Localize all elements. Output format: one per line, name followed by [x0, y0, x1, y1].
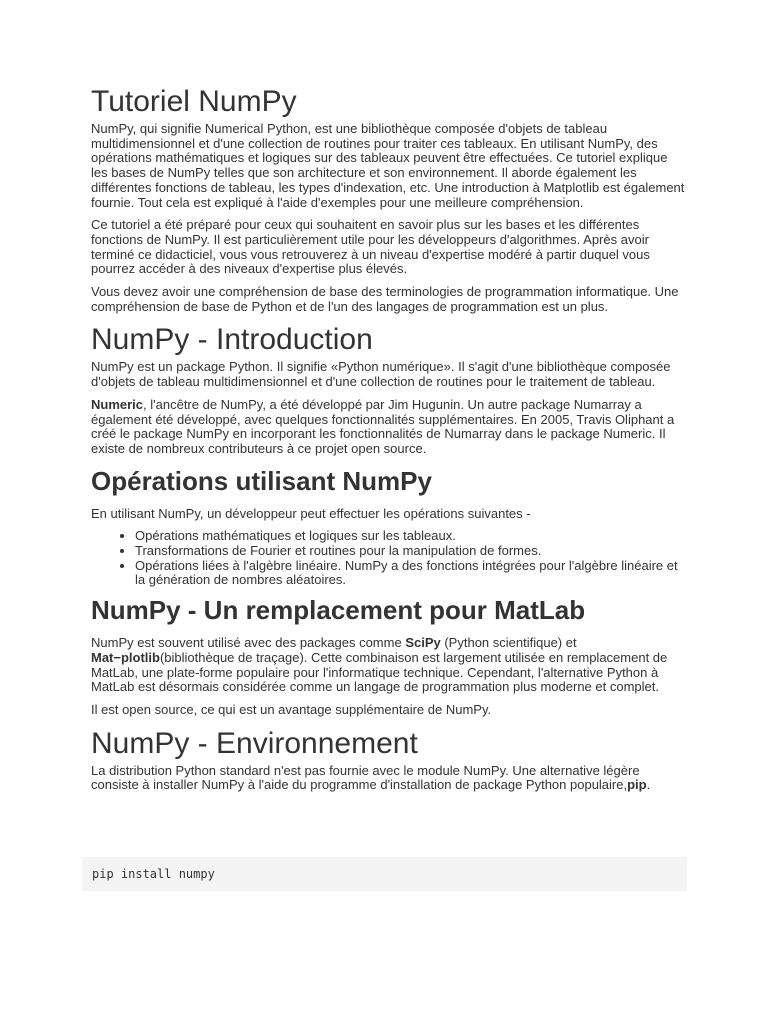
tutorial-paragraph-1: NumPy, qui signifie Numerical Python, est une bibliothèque composée d'objets de tableau multidimensionnel et d'une collection de routines pour traiter ces tableaux. En utilisant NumPy, des opérations mathématiques et logiques sur des tableaux peuvent être effectuées. Ce tutoriel explique les bases de NumPy telles que son architecture et son environnement. Il aborde également les différentes fonctions de tableau, les types d'indexation, etc. Une introduction à Matplotlib est également fournie. Tout cela est expliqué à l'aide d'exemples pour une meilleure compréhension.	[91, 121, 685, 210]
numeric-term: Numeric	[91, 396, 144, 412]
list-item: • Transformations de Fourier et routines pour la manipulation de formes.	[135, 544, 687, 559]
matlab-text-b: (Python scientifique) et	[440, 635, 577, 651]
environment-text: La distribution Python standard n'est pas fournie avec le module NumPy. Une alternative légère consiste à installer NumPy à l'aide du programme d'installation de package Python populaire,	[91, 762, 640, 793]
matlab-paragraph-1	[91, 636, 687, 695]
install-code-block	[82, 857, 687, 891]
introduction-paragraph-2-text: , l'ancêtre de NumPy, a été développé par Jim Hugunin. Un autre package Numarray a également été développé, avec quelques fonctionnalités supplémentaires. En 2005, Travis Oliphant a créé le package NumPy en incorporant les fonctionnalités de Numarray dans le package Numeric. Il existe de nombreux contributeurs à ce projet open source.	[91, 396, 675, 456]
scipy-term: SciPy	[405, 635, 441, 651]
operations-heading: Opérations utilisant NumPy	[91, 465, 432, 496]
matplotlib-term: Mat−plotlib	[91, 649, 160, 665]
environment-heading: NumPy - Environnement	[91, 726, 418, 760]
operations-intro: En utilisant NumPy, un développeur peut effectuer les opérations suivantes -	[91, 505, 531, 521]
introduction-paragraph-2	[91, 398, 687, 457]
matlab-heading: NumPy - Un remplacement pour MatLab	[91, 595, 586, 626]
matlab-text-a: NumPy est souvent utilisé avec des packages comme	[91, 635, 406, 651]
pip-term: pip	[627, 777, 647, 793]
list-item: • Opérations mathématiques et logiques sur les tableaux.	[135, 529, 687, 544]
introduction-heading: NumPy - Introduction	[91, 323, 373, 357]
environment-paragraph-1	[91, 764, 687, 793]
environment-text-end: .	[646, 777, 651, 793]
document-content	[91, 84, 687, 801]
install-command: pip install numpy	[92, 867, 215, 881]
matlab-text-c: (bibliothèque de traçage). Cette combinaison est largement utilisée en remplacement de MatLab, une plate-forme populaire pour l'informatique technique. Cependant, l'alternative Python à MatLab est désormais considérée comme un langage de programmation plus moderne et complet.	[91, 649, 668, 695]
introduction-paragraph-1: NumPy est un package Python. Il signifie «Python numérique». Il s'agit d'une bibliothèque composée d'objets de tableau multidimensionnel et d'une collection de routines pour le traitement de tableau.	[91, 359, 671, 390]
tutorial-heading: Tutoriel NumPy	[91, 85, 297, 118]
tutorial-paragraph-3: Vous devez avoir une compréhension de base des terminologies de programmation informatique. Une compréhension de base de Python et de l'un des langages de programmation est un plus.	[91, 284, 679, 314]
matlab-paragraph-2: Il est open source, ce qui est un avantage supplémentaire de NumPy.	[91, 701, 492, 717]
tutorial-paragraph-2: Ce tutoriel a été préparé pour ceux qui souhaitent en savoir plus sur les bases et les différentes fonctions de NumPy. Il est particulièrement utile pour les développeurs d'algorithmes. Après avoir terminé ce didacticiel, vous vous retrouverez à un niveau d'expertise modéré à partir duquel vous pourrez accéder à des niveaux d'expertise plus élevés.	[91, 217, 650, 277]
operations-list	[91, 529, 687, 588]
list-item: • Opérations liées à l'algèbre linéaire. NumPy a des fonctions intégrées pour l'algèbre linéaire et la génération de nombres aléatoires.	[135, 559, 687, 588]
